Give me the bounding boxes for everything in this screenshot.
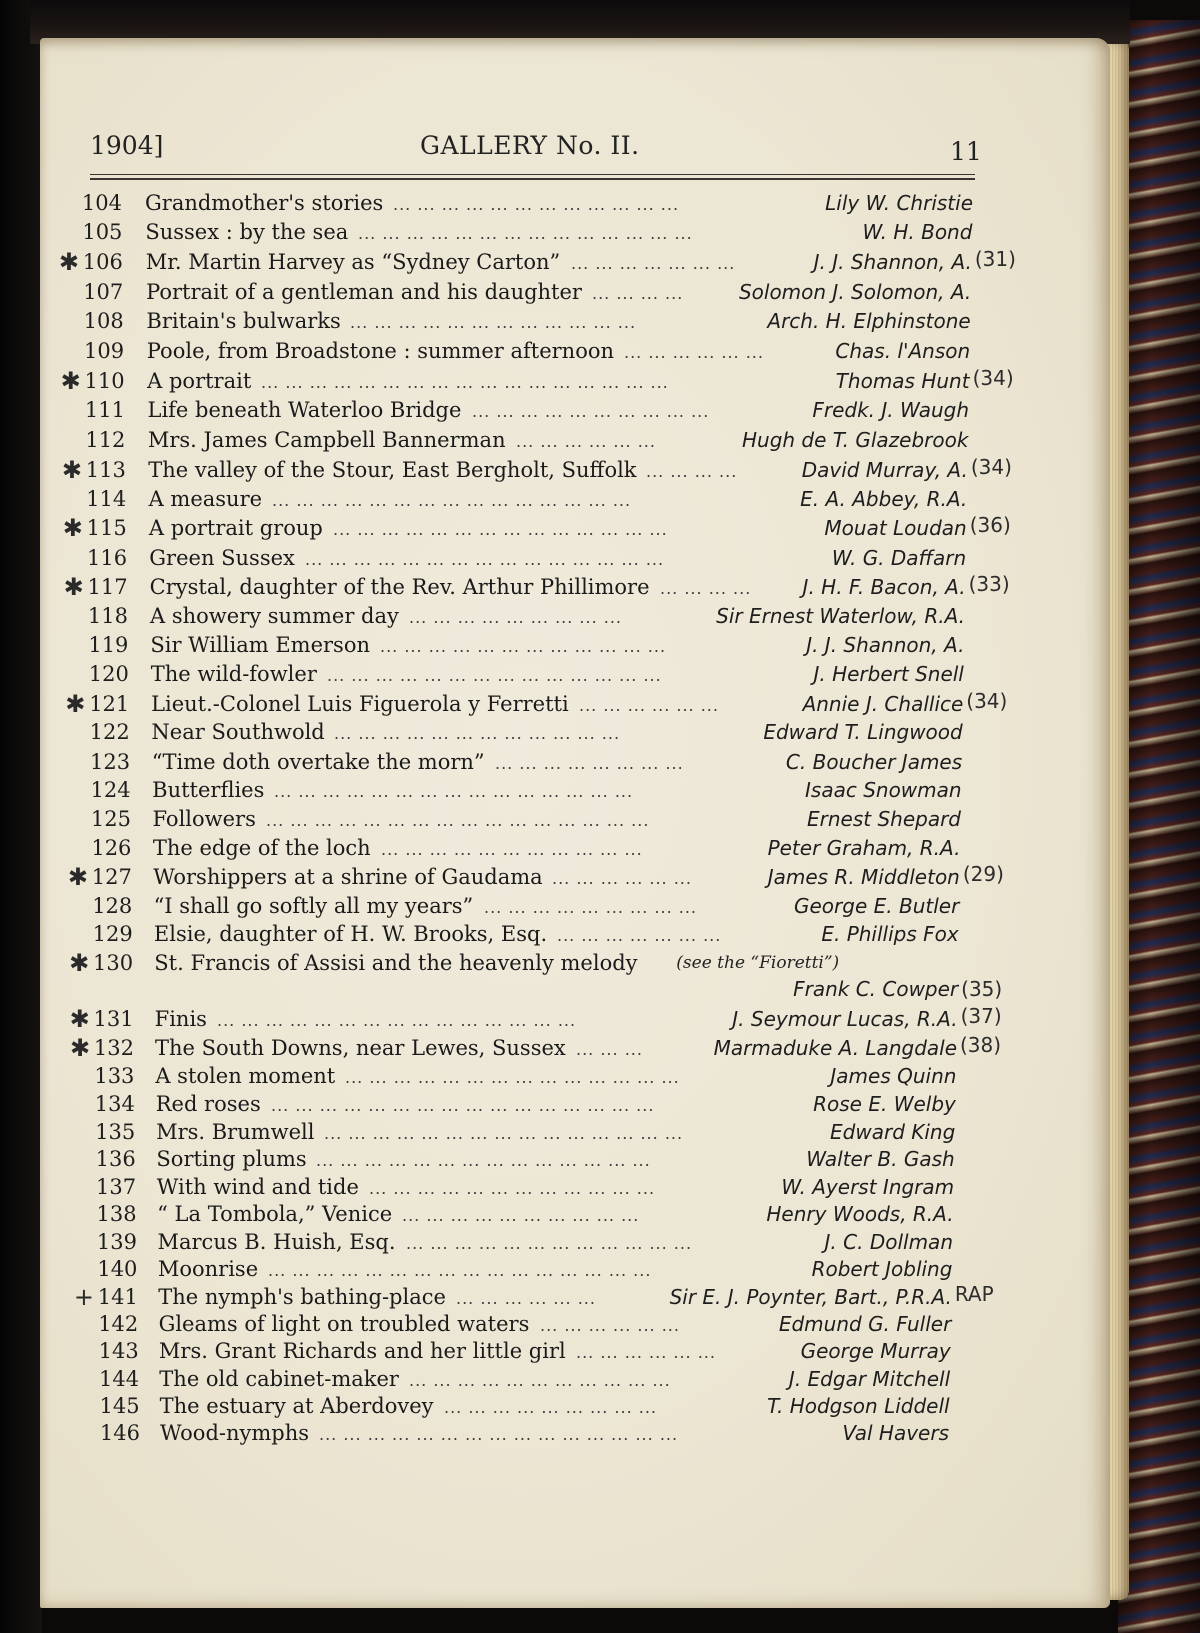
handwritten-note: (33) (968, 572, 1010, 596)
handwritten-mark: ✱ (58, 248, 79, 276)
artwork-title: Mrs. Grant Richards and her little girl (158, 1339, 566, 1363)
artist-name: Mouat Loudan (824, 516, 967, 540)
artwork-title: Portrait of a gentleman and his daughter (146, 280, 582, 304)
table-row (0, 807, 1100, 837)
artwork-title: A stolen moment (155, 1064, 336, 1088)
leader-dots: ... ... ... ... ... ... ... ... ... ... ... ... (393, 195, 680, 214)
handwritten-mark: ✱ (69, 1005, 90, 1033)
artist-name: Solomon J. Solomon, A. (738, 280, 972, 304)
leader-dots: ... ... ... ... ... ... ... ... ... ... ... ... (369, 1179, 656, 1198)
entry-number: 128 (92, 894, 133, 918)
table-row (0, 1421, 1100, 1451)
artist-name: Sir E. J. Poynter, Bart., P.R.A. (669, 1285, 952, 1309)
artist-name: Arch. H. Elphinstone (767, 309, 971, 333)
handwritten-mark: ✱ (67, 863, 88, 891)
handwritten-note: (35) (961, 977, 1003, 1001)
entry-number: 106 (82, 250, 123, 274)
artist-name: Edward King (830, 1120, 956, 1144)
artwork-title: Near Southwold (151, 720, 325, 744)
artist-name: Robert Jobling (811, 1257, 953, 1281)
entry-number: 116 (87, 546, 128, 570)
table-row (0, 862, 1100, 895)
table-row (0, 720, 1100, 750)
handwritten-note: (37) (960, 1004, 1002, 1028)
entry-number: 134 (94, 1092, 135, 1116)
leader-dots: ... ... ... ... ... ... ... ... ... ... ... ... ... ... ... (324, 1124, 684, 1143)
header-year: 1904] (90, 131, 164, 160)
entry-number: 109 (84, 339, 125, 363)
artwork-title: Wood-nymphs (160, 1421, 310, 1445)
table-row (0, 662, 1100, 692)
see-note: (see the “Fioretti”) (676, 953, 840, 973)
handwritten-mark: + (73, 1283, 94, 1311)
leader-dots: ... ... ... ... ... ... (456, 1289, 596, 1308)
table-row (0, 1064, 1100, 1094)
artist-name: Ernest Shepard (806, 807, 961, 831)
leader-dots: ... ... ... ... ... ... ... (557, 926, 722, 945)
leader-dots: ... ... ... ... ... ... ... ... ... ... ... ... ... ... (316, 1151, 651, 1170)
handwritten-note: (29) (962, 862, 1004, 886)
leader-dots: ... ... ... ... ... ... ... ... ... ... ... ... ... ... (327, 666, 662, 685)
leader-dots: ... ... ... ... ... ... (540, 1316, 680, 1335)
leader-dots: ... ... ... ... ... ... (516, 432, 656, 451)
artwork-title: “I shall go softly all my years” (153, 894, 474, 918)
artwork-title: Red roses (155, 1092, 261, 1116)
artist-name: Val Havers (842, 1421, 949, 1445)
handwritten-mark: ✱ (60, 367, 81, 395)
artwork-title: Marcus B. Huish, Esq. (157, 1230, 396, 1254)
entry-number: 146 (99, 1421, 140, 1445)
leader-dots: ... ... ... ... ... ... ... ... ... ... ... ... ... ... ... ... (268, 1261, 652, 1280)
entry-number: 133 (94, 1064, 135, 1088)
artist-name: Henry Woods, R.A. (766, 1202, 954, 1226)
table-row (0, 1282, 1100, 1315)
artist-name: Lily W. Christie (825, 191, 973, 215)
artist-name: J. J. Shannon, A. (813, 250, 972, 274)
leader-dots: ... ... ... ... (646, 462, 738, 481)
leader-dots: ... ... ... ... ... ... ... ... ... ... ... ... ... ... ... (217, 1011, 577, 1030)
entry-number: 141 (97, 1285, 138, 1309)
leader-dots: ... ... ... ... ... ... (576, 1343, 716, 1362)
table-row (0, 247, 1100, 280)
artwork-title: A portrait group (148, 516, 323, 540)
table-row (0, 1092, 1100, 1122)
entry-number: 108 (83, 309, 124, 333)
artist-name: E. A. Abbey, R.A. (800, 487, 968, 511)
table-row (0, 633, 1100, 663)
table-row (0, 220, 1100, 250)
artwork-title: Lieut.-Colonel Luis Figuerola y Ferretti (151, 692, 569, 716)
entry-number: 121 (89, 692, 130, 716)
table-row (0, 1257, 1100, 1287)
artwork-title: A measure (148, 487, 263, 511)
entry-number: 112 (85, 428, 126, 452)
table-row (0, 546, 1100, 576)
table-row (0, 949, 1100, 1001)
entry-number: 127 (91, 865, 132, 889)
entry-number: 114 (86, 487, 127, 511)
artist-name: J. C. Dollman (824, 1230, 953, 1254)
entry-number: 126 (91, 836, 132, 860)
artwork-title: Sir William Emerson (150, 633, 371, 657)
artwork-title: The South Downs, near Lewes, Sussex (155, 1036, 566, 1060)
leader-dots: ... ... ... ... ... ... ... ... ... ... ... ... ... ... (345, 1068, 680, 1087)
leader-dots: ... ... ... ... ... ... ... ... ... ... ... ... ... ... ... ... (271, 1096, 655, 1115)
leader-dots: ... ... ... ... (592, 284, 684, 303)
artist-name: Marmaduke A. Langdale (713, 1036, 957, 1060)
table-row (0, 604, 1100, 634)
artwork-title: “ La Tombola,” Venice (157, 1202, 393, 1226)
artwork-title: With wind and tide (156, 1175, 359, 1199)
artwork-title: Poole, from Broadstone : summer afternoon (146, 339, 615, 363)
table-row (0, 1394, 1100, 1424)
entry-number: 124 (90, 778, 131, 802)
leader-dots: ... ... ... ... ... ... ... ... (495, 754, 684, 773)
table-row (0, 1033, 1100, 1066)
table-row (0, 1312, 1100, 1342)
artwork-title: “Time doth overtake the morn” (151, 750, 485, 774)
handwritten-note: (36) (969, 513, 1011, 537)
entry-number: 136 (95, 1147, 136, 1171)
artist-name: W. G. Daffarn (831, 546, 967, 570)
table-row (0, 339, 1100, 369)
entry-number: 120 (88, 662, 129, 686)
entry-number: 118 (87, 604, 128, 628)
table-row (0, 1004, 1100, 1037)
entry-number: 105 (82, 220, 123, 244)
leader-dots: ... ... ... ... ... ... (624, 343, 764, 362)
artwork-title: Mr. Martin Harvey as “Sydney Carton” (145, 250, 561, 274)
header-rule-bottom (90, 178, 975, 180)
leader-dots: ... ... ... ... ... ... ... ... ... ... ... ... (406, 1234, 693, 1253)
artwork-title: The wild-fowler (150, 662, 317, 686)
leader-dots: ... ... ... ... ... ... ... ... ... ... ... ... ... ... ... (274, 782, 634, 801)
header-rule-top (90, 174, 975, 175)
entry-number: 104 (81, 191, 122, 215)
handwritten-note: (34) (966, 689, 1008, 713)
artwork-title: Finis (154, 1007, 207, 1031)
handwritten-mark: ✱ (65, 690, 86, 718)
artwork-title: Butterflies (152, 778, 265, 802)
artwork-title: The old cabinet-maker (159, 1367, 399, 1391)
entry-number: 115 (86, 516, 127, 540)
artist-name: Frank C. Cowper (793, 977, 959, 1001)
leader-dots: ... ... ... ... ... ... ... ... ... ... ... ... ... ... ... ... ... (261, 373, 669, 392)
leader-dots: ... ... ... ... ... ... ... ... ... ... ... ... ... ... ... (319, 1425, 679, 1444)
leader-dots: ... ... ... ... ... ... ... ... ... ... ... ... (350, 313, 637, 332)
leader-dots: ... ... ... ... ... ... ... ... ... ... (402, 1206, 640, 1225)
table-row (0, 922, 1100, 952)
entry-number: 132 (93, 1036, 134, 1060)
artwork-title: The valley of the Stour, East Bergholt, Suffolk (148, 458, 637, 482)
table-row (0, 513, 1100, 546)
artist-name: C. Boucher James (785, 750, 963, 774)
artist-name: W. Ayerst Ingram (781, 1175, 955, 1199)
handwritten-mark: ✱ (61, 456, 82, 484)
artwork-title: A portrait (147, 369, 252, 393)
leader-dots: ... ... ... ... ... ... ... ... ... (444, 1398, 658, 1417)
artist-name: E. Phillips Fox (821, 922, 959, 946)
artwork-title: Life beneath Waterloo Bridge (147, 398, 462, 422)
entry-number: 110 (84, 369, 125, 393)
table-row (0, 750, 1100, 780)
artwork-title: Elsie, daughter of H. W. Brooks, Esq. (153, 922, 548, 946)
artist-name: Edmund G. Fuller (778, 1312, 952, 1336)
handwritten-note: (34) (970, 455, 1012, 479)
page-number: 11 (950, 137, 982, 166)
entry-number: 125 (90, 807, 131, 831)
table-row (0, 1339, 1100, 1369)
artist-name: David Murray, A. (801, 458, 968, 482)
handwritten-note: (38) (960, 1033, 1002, 1057)
artist-name: Isaac Snowman (805, 778, 962, 802)
entry-number: 144 (99, 1367, 140, 1391)
table-row (0, 191, 1100, 221)
artist-name: George E. Butler (794, 894, 960, 918)
table-row (0, 1230, 1100, 1260)
artist-name: James R. Middleton (767, 865, 960, 889)
artist-name: Edward T. Lingwood (763, 720, 963, 744)
artist-name: J. H. F. Bacon, A. (802, 575, 966, 599)
leader-dots: ... ... ... ... ... ... ... ... ... (484, 898, 698, 917)
artist-name: Hugh de T. Glazebrook (741, 428, 969, 452)
entry-number: 131 (93, 1007, 134, 1031)
table-row (0, 455, 1100, 488)
leader-dots: ... ... ... ... ... ... ... ... ... ... (472, 402, 710, 421)
entry-number: 117 (87, 575, 128, 599)
artist-name: George Murray (800, 1339, 951, 1363)
table-row (0, 689, 1100, 722)
leader-dots: ... ... ... ... ... ... (579, 696, 719, 715)
handwritten-mark: ✱ (69, 949, 90, 977)
entry-number: 111 (84, 398, 125, 422)
handwritten-mark: ✱ (62, 514, 83, 542)
leader-dots: ... ... ... ... (660, 579, 752, 598)
artwork-title: Mrs. James Campbell Bannerman (147, 428, 506, 452)
artwork-title: Mrs. Brumwell (156, 1120, 315, 1144)
handwritten-note: (31) (974, 247, 1016, 271)
table-row (0, 398, 1100, 428)
leader-dots: ... ... ... ... ... ... ... ... ... ... ... ... ... ... (333, 520, 668, 539)
handwritten-mark: ✱ (70, 1034, 91, 1062)
artwork-title: A showery summer day (150, 604, 399, 628)
entry-number: 135 (95, 1120, 136, 1144)
artwork-title: Grandmother's stories (145, 191, 384, 215)
leader-dots: ... ... ... ... ... ... ... ... ... ... ... ... (334, 724, 621, 743)
table-row (0, 778, 1100, 808)
artist-name: Thomas Hunt (835, 369, 970, 393)
artist-name: Chas. l'Anson (835, 339, 971, 363)
artwork-title: The nymph's bathing-place (158, 1285, 446, 1309)
table-row (0, 1147, 1100, 1177)
artist-name: Sir Ernest Waterlow, R.A. (716, 604, 965, 628)
artist-name: Peter Graham, R.A. (767, 836, 961, 860)
artwork-title: Gleams of light on troubled waters (158, 1312, 530, 1336)
artwork-title: The edge of the loch (152, 836, 371, 860)
entry-number: 123 (90, 750, 131, 774)
leader-dots: ... ... ... ... ... ... ... ... ... (409, 608, 623, 627)
artist-name: Annie J. Challice (802, 692, 964, 716)
entry-number: 130 (93, 951, 134, 975)
table-row (0, 836, 1100, 866)
handwritten-note: RAP (954, 1282, 994, 1306)
table-row (0, 366, 1100, 399)
artist-name: Fredk. J. Waugh (812, 398, 969, 422)
entry-number: 143 (98, 1339, 139, 1363)
entry-number: 119 (88, 633, 129, 657)
artist-name: J. Seymour Lucas, R.A. (732, 1007, 958, 1031)
leader-dots: ... ... ... ... ... ... ... (571, 254, 736, 273)
table-row (0, 572, 1100, 605)
entry-number: 145 (99, 1394, 140, 1418)
artist-name: J. Herbert Snell (813, 662, 964, 686)
artwork-title: Crystal, daughter of the Rev. Arthur Phillimore (149, 575, 650, 599)
artwork-title: Green Sussex (149, 546, 295, 570)
artwork-title: Followers (152, 807, 256, 831)
leader-dots: ... ... ... ... ... ... ... ... ... ... ... ... ... ... ... (272, 491, 632, 510)
table-row (0, 280, 1100, 310)
artwork-title: Sorting plums (156, 1147, 307, 1171)
artist-name: J. Edgar Mitchell (788, 1367, 951, 1391)
table-row (0, 487, 1100, 517)
leader-dots: ... ... ... ... ... ... ... ... ... ... ... ... (380, 637, 667, 656)
table-row (0, 1175, 1100, 1205)
table-row (0, 309, 1100, 339)
handwritten-note: (34) (972, 366, 1014, 390)
entry-number: 139 (96, 1230, 137, 1254)
artwork-title: Worshippers at a shrine of Gaudama (153, 865, 543, 889)
entry-number: 140 (97, 1257, 138, 1281)
leader-dots: ... ... ... ... ... ... ... ... ... ... ... ... ... ... ... (305, 550, 665, 569)
table-row (0, 1367, 1100, 1397)
entry-number: 138 (96, 1202, 137, 1226)
artwork-title: Moonrise (157, 1257, 259, 1281)
artist-name: James Quinn (830, 1064, 957, 1088)
leader-dots: ... ... ... ... ... ... ... ... ... ... ... (409, 1371, 671, 1390)
entry-number: 137 (96, 1175, 137, 1199)
entry-number: 142 (98, 1312, 139, 1336)
table-row (0, 894, 1100, 924)
table-row (0, 1120, 1100, 1150)
artist-name: Walter B. Gash (806, 1147, 955, 1171)
entry-number: 113 (85, 458, 126, 482)
leader-dots: ... ... ... (576, 1040, 643, 1059)
leader-dots: ... ... ... ... ... ... ... ... ... ... ... ... ... ... ... ... (266, 811, 650, 830)
table-row (0, 428, 1100, 458)
leader-dots: ... ... ... ... ... ... ... ... ... ... ... (381, 840, 643, 859)
artist-name: T. Hodgson Liddell (767, 1394, 950, 1418)
artwork-title: Sussex : by the sea (145, 220, 349, 244)
page-title: GALLERY No. II. (420, 131, 640, 160)
entry-number: 122 (89, 720, 130, 744)
artwork-title: The estuary at Aberdovey (159, 1394, 434, 1418)
handwritten-mark: ✱ (63, 573, 84, 601)
artist-name: Rose E. Welby (813, 1092, 956, 1116)
entry-number: 107 (83, 280, 124, 304)
leader-dots: ... ... ... ... ... ... ... ... ... ... ... ... ... ... (358, 224, 693, 243)
artist-name: W. H. Bond (862, 220, 973, 244)
endpaper-shade (1118, 20, 1200, 1633)
leader-dots: ... ... ... ... ... ... (552, 869, 692, 888)
artwork-title: St. Francis of Assisi and the heavenly melody (154, 951, 638, 975)
artist-name: J. J. Shannon, A. (806, 633, 965, 657)
table-row (0, 1202, 1100, 1232)
entry-number: 129 (92, 922, 133, 946)
artwork-title: Britain's bulwarks (146, 309, 341, 333)
